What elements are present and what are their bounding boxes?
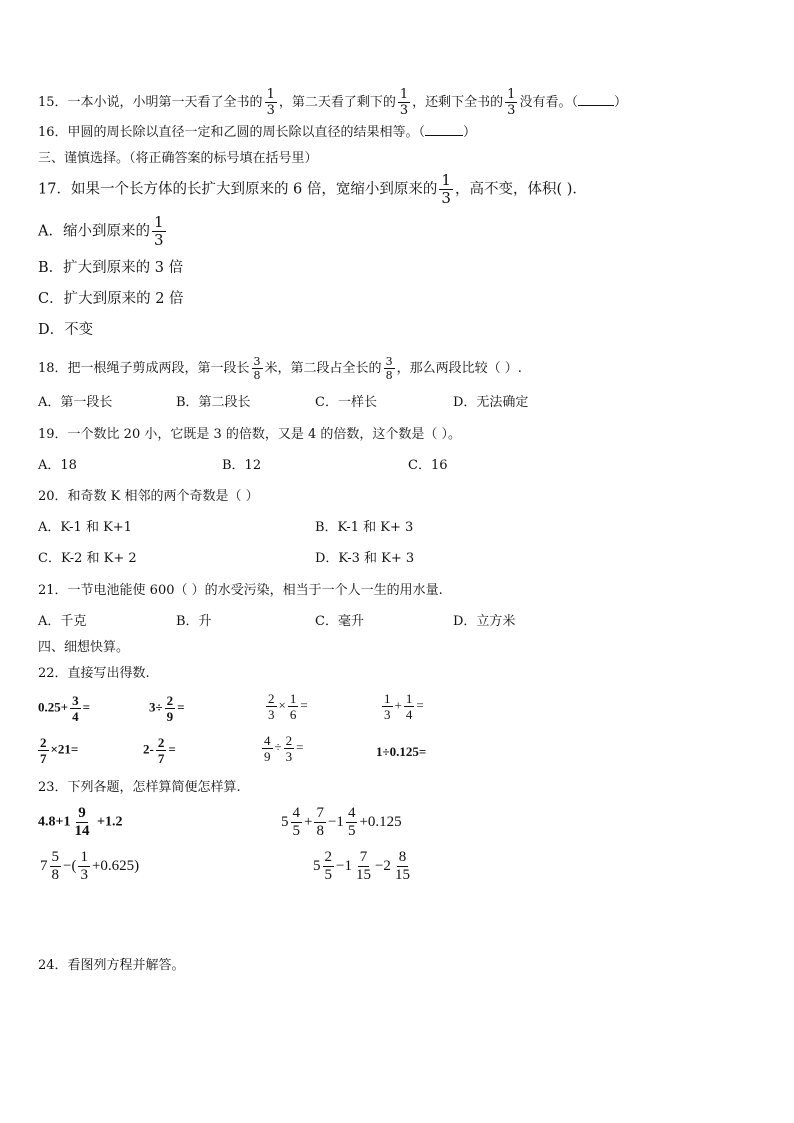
fraction: $\frac{1}{3}$ — [80, 849, 88, 883]
fraction: $\frac{8}{15}$ — [394, 849, 410, 883]
section-4-heading: 四、细想快算。 — [38, 640, 130, 655]
q20-option-b[interactable]: B．K-1 和 K+ 3 — [315, 520, 414, 535]
q22-expr-8: 1÷0.125= — [376, 744, 427, 759]
question-24: 24．看图列方程并解答。 — [38, 958, 185, 973]
fraction: $\frac{2}{7}$ — [40, 735, 47, 766]
q17-option-d[interactable]: D．不变 — [38, 322, 94, 338]
question-20: 20．和奇数 K 相邻的两个奇数是（ ） — [38, 489, 259, 504]
q18-option-d[interactable]: D．无法确定 — [453, 395, 529, 410]
q21-option-d[interactable]: D．立方米 — [453, 614, 516, 629]
question-21: 21．一节电池能使 600（ ）的水受污染，相当于一个人一生的用水量. — [38, 583, 443, 598]
q23-expr-a: 4.8+1 $\frac{9}{14}$ +1.2 — [38, 805, 123, 839]
fraction: $\frac{4}{9}$ — [264, 733, 271, 764]
q22-expr-3: $\frac{2}{3}$ × $\frac{1}{6}$ = — [268, 691, 308, 722]
question-16: 16．甲圆的周长除以直径一定和乙圆的周长除以直径的结果相等。（ ） — [38, 125, 477, 140]
fraction: $\frac{2}{7}$ — [157, 735, 165, 766]
fraction: $\frac{4}{5}$ — [292, 805, 300, 839]
question-23-title: 23．下列各题，怎样算简便怎样算. — [38, 780, 241, 795]
fraction: $\frac{3}{8}$ — [385, 355, 393, 382]
question-15: 15．一本小说，小明第一天看了全书的 $\frac{1}{3}$ ，第二天看了剩下的 $\frac{1}{3}$ ，还剩下全书的 $\frac{1}{3}$ 没有看。（ ） — [38, 87, 627, 118]
fraction: $\frac{1}{3}$ — [441, 171, 451, 207]
q23-expr-c: 7 $\frac{5}{8}$ −( $\frac{1}{3}$ +0.625) — [40, 849, 140, 883]
question-17: 17．如果一个长方体的长扩大到原来的 6 倍，宽缩小到原来的 $\frac{1}{3}$ ，高不变，体积( )． — [38, 171, 587, 207]
q20-option-c[interactable]: C．K-2 和 K+ 2 — [38, 551, 137, 566]
fraction: $\frac{5}{8}$ — [51, 849, 59, 883]
q19-option-b[interactable]: B．12 — [222, 458, 262, 473]
q17-option-a[interactable]: A．缩小到原来的 $\frac{1}{3}$ — [38, 213, 164, 249]
fraction: $\frac{2}{5}$ — [324, 849, 332, 883]
fraction: $\frac{7}{8}$ — [316, 805, 324, 839]
fraction: $\frac{1}{3}$ — [384, 691, 391, 722]
q22-expr-4: $\frac{1}{3}$ + $\frac{1}{4}$ = — [384, 691, 424, 722]
fraction: $\frac{2}{9}$ — [166, 693, 174, 724]
fraction: $\frac{1}{4}$ — [405, 691, 413, 722]
q22-expr-2: 3÷ $\frac{2}{9}$ = — [149, 693, 185, 724]
fraction: $\frac{7}{15}$ — [355, 849, 371, 883]
q22-expr-6: 2- $\frac{2}{7}$ = — [143, 735, 176, 766]
q19-option-c[interactable]: C．16 — [408, 458, 448, 473]
q18-option-a[interactable]: A．第一段长 — [38, 395, 113, 410]
answer-blank[interactable] — [578, 105, 614, 106]
fraction: $\frac{1}{3}$ — [399, 87, 409, 118]
q21-option-c[interactable]: C．毫升 — [315, 614, 364, 629]
question-19: 19．一个数比 20 小，它既是 3 的倍数，又是 4 的倍数，这个数是（ ）。 — [38, 427, 462, 442]
q18-option-c[interactable]: C．一样长 — [315, 395, 377, 410]
question-22-title: 22．直接写出得数. — [38, 666, 150, 681]
q20-option-a[interactable]: A．K-1 和 K+1 — [38, 520, 132, 535]
q20-option-d[interactable]: D．K-3 和 K+ 3 — [315, 551, 415, 566]
fraction: $\frac{1}{6}$ — [289, 691, 297, 722]
fraction: $\frac{4}{5}$ — [347, 805, 356, 839]
q17-option-c[interactable]: C．扩大到原来的 2 倍 — [38, 291, 184, 307]
fraction: $\frac{2}{3}$ — [268, 691, 275, 722]
q22-expr-5: $\frac{2}{7}$ ×21= — [40, 735, 79, 766]
fraction: $\frac{9}{14}$ — [74, 805, 90, 839]
fraction: $\frac{3}{4}$ — [72, 693, 79, 724]
q22-expr-7: $\frac{4}{9}$ ÷ $\frac{2}{3}$ = — [264, 733, 304, 764]
q18-option-b[interactable]: B．第二段长 — [176, 395, 251, 410]
fraction: $\frac{2}{3}$ — [285, 733, 293, 764]
question-18: 18．把一根绳子剪成两段，第一段长 $\frac{3}{8}$ 米，第二段占全长的 $\frac{3}{8}$ ，那么两段比较（ ）. — [38, 355, 522, 382]
section-3-heading: 三、谨慎选择。（将正确答案的标号填在括号里） — [38, 151, 318, 166]
q21-option-a[interactable]: A．千克 — [38, 614, 87, 629]
fraction: $\frac{1}{3}$ — [266, 87, 275, 118]
answer-blank[interactable] — [425, 135, 463, 136]
q17-option-b[interactable]: B．扩大到原来的 3 倍 — [38, 260, 184, 276]
fraction: $\frac{3}{8}$ — [253, 355, 261, 382]
q21-option-b[interactable]: B．升 — [176, 614, 212, 629]
q22-expr-1: 0.25+ $\frac{3}{4}$ = — [38, 693, 91, 724]
q23-expr-b: 5 $\frac{4}{5}$ + $\frac{7}{8}$ −1 $\frac{4}{5}$ +0.125 — [281, 805, 402, 839]
q23-expr-d: 5 $\frac{2}{5}$ −1 $\frac{7}{15}$ −2 $\frac{8}{15}$ — [313, 849, 410, 883]
fraction: $\frac{1}{3}$ — [153, 213, 164, 249]
fraction: $\frac{1}{3}$ — [507, 87, 516, 118]
q19-option-a[interactable]: A．18 — [38, 458, 77, 473]
